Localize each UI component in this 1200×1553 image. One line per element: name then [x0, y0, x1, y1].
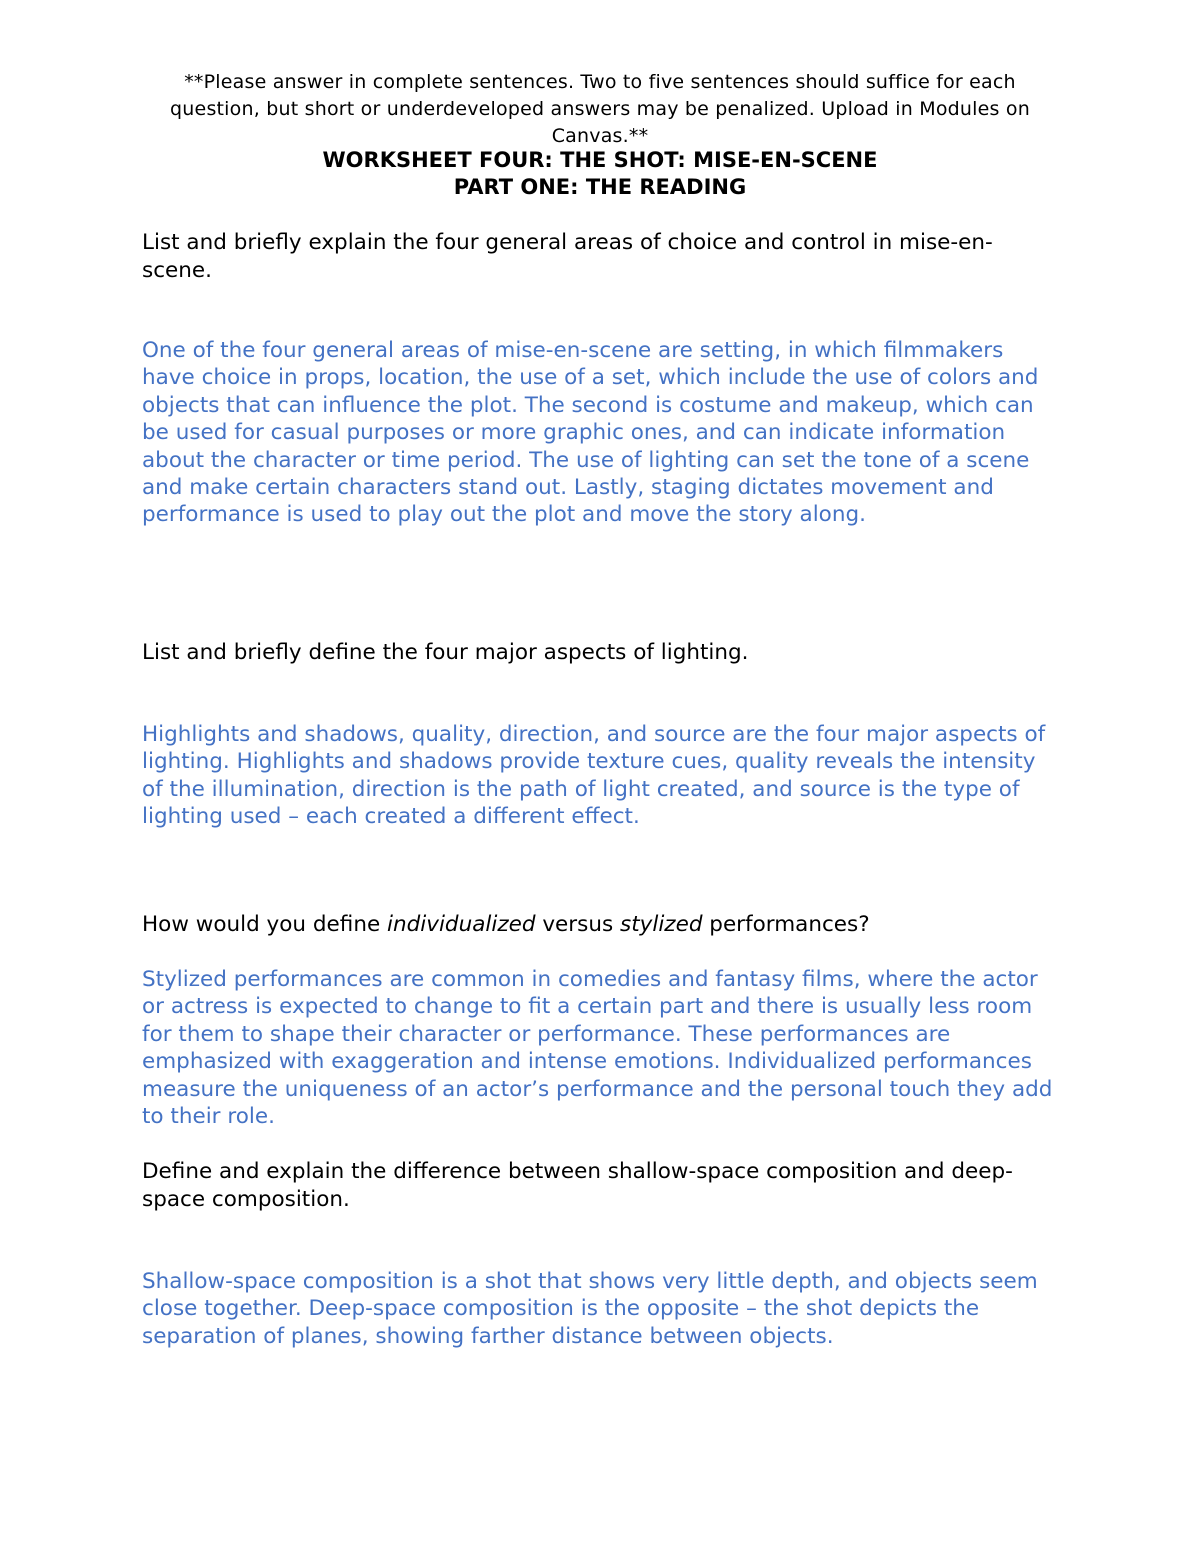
- question-3: [142, 911, 1058, 939]
- answer-1: One of the four general areas of mise-en-scene are setting, in which filmmakers have choice in props, location, the use of a set, which include the use of colors and objects that can influence the plot. The second is costume and makeup, which can be used for casual purposes or more graphic ones, and can indicate information about the character or time period. The use of lighting can set the tone of a scene and make certain characters stand out. Lastly, staging dictates movement and performance is used to play out the plot and move the story along.: [142, 338, 1039, 528]
- question-2: List and briefly define the four major aspects of lighting.: [142, 640, 749, 665]
- question-4: Define and explain the difference between shallow-space composition and deep-space composition.: [142, 1159, 1013, 1212]
- answer-2: Highlights and shadows, quality, direction, and source are the four major aspects of lighting. Highlights and shadows provide texture cues, quality reveals the intensity of the illumination, direction is the path of light created, and source is the type of lighting used – each created a different effect.: [142, 722, 1046, 830]
- worksheet-subtitle: PART ONE: THE READING: [453, 175, 747, 199]
- question-3-term-stylized: stylized: [620, 912, 703, 937]
- instructions-text: **Please answer in complete sentences. Two to five sentences should suffice for each question, but short or underdeveloped answers may be penalized. Upload in Modules on Canvas.**: [170, 71, 1030, 147]
- answer-4: Shallow-space composition is a shot that shows very little depth, and objects seem close together. Deep-space composition is the opposite – the shot depicts the separation of planes, showing farther distance between objects.: [142, 1269, 1038, 1349]
- question-3-term-individualized: individualized: [387, 912, 536, 937]
- question-3-suffix: performances?: [702, 912, 870, 937]
- question-3-prefix: How would you define: [142, 912, 388, 937]
- answer-3: Stylized performances are common in comedies and fantasy films, where the actor or actress is expected to change to fit a certain part and there is usually less room for them to shape their character or performance. These performances are emphasized with exaggeration and intense emotions. Individualized performances measure the uniqueness of an actor’s performance and the personal touch they add to their role.: [142, 967, 1053, 1130]
- question-1: List and briefly explain the four general areas of choice and control in mise-en-scene.: [142, 230, 993, 283]
- worksheet-title: WORKSHEET FOUR: THE SHOT: MISE-EN-SCENE: [322, 148, 878, 172]
- question-3-mid: versus: [535, 912, 620, 937]
